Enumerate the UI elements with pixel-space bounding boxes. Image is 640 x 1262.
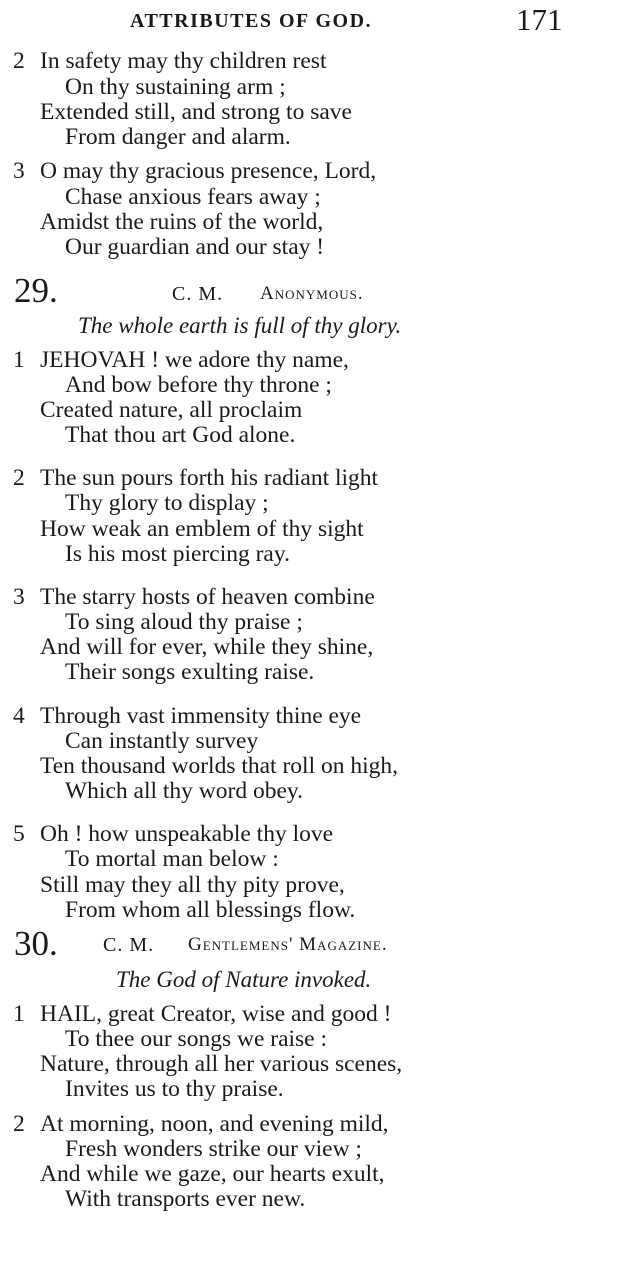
stanza-number: 3 [13,584,25,610]
verse-line: To mortal man below : [65,846,279,872]
verse-line: Invites us to thy praise. [65,1076,284,1102]
verse-line: Chase anxious fears away ; [65,184,321,210]
stanza-number: 2 [13,465,25,491]
verse-line: On thy sustaining arm ; [65,74,286,100]
verse-line: Extended still, and strong to save [40,99,352,125]
verse-line: Through vast immensity thine eye [40,703,362,729]
hymn-subtitle: The whole earth is full of thy glory. [78,313,402,338]
verse-line: Is his most piercing ray. [65,541,290,567]
stanza-number: 2 [13,1111,25,1137]
stanza-number: 1 [13,1001,25,1027]
hymn-author: Gentlemens' Magazine. [188,934,388,955]
verse-line: How weak an emblem of thy sight [40,516,364,542]
stanza-number: 5 [13,821,25,847]
hymn-subtitle: The God of Nature invoked. [116,967,372,992]
verse-line: Fresh wonders strike our view ; [65,1136,362,1162]
hymn-meter: C. M. [172,283,224,305]
verse-line: In safety may thy children rest [40,48,327,74]
verse-line: From whom all blessings flow. [65,897,356,923]
stanza-number: 4 [13,703,25,729]
verse-line: Can instantly survey [65,728,259,754]
hymn-author: Anonymous. [260,283,364,304]
verse-line: And bow before thy throne ; [65,372,332,398]
verse-line: And while we gaze, our hearts exult, [40,1161,385,1187]
hymn-meter: C. M. [103,934,155,956]
stanza-number: 3 [13,158,25,184]
verse-line: To sing aloud thy praise ; [65,609,303,635]
verse-line: At morning, noon, and evening mild, [40,1111,389,1137]
verse-line: Amidst the ruins of the world, [40,209,324,235]
verse-line: Oh ! how unspeakable thy love [40,821,334,847]
verse-line: Ten thousand worlds that roll on high, [40,753,398,779]
verse-line: Nature, through all her various scenes, [40,1051,403,1077]
verse-line: From danger and alarm. [65,124,291,150]
running-head [0,2,640,36]
verse-line: HAIL, great Creator, wise and good ! [40,1001,392,1027]
verse-line: Created nature, all proclaim [40,397,303,423]
verse-line: JEHOVAH ! we adore thy name, [40,347,349,373]
verse-line: Their songs exulting raise. [65,659,315,685]
verse-line: Thy glory to display ; [65,490,269,516]
stanza-number: 1 [13,347,25,373]
verse-line: That thou art God alone. [65,422,296,448]
page-number: 171 [516,2,563,37]
verse-line: O may thy gracious presence, Lord, [40,158,377,184]
verse-line: Our guardian and our stay ! [65,234,325,260]
hymn-number: 29. [14,271,58,310]
running-head-title: ATTRIBUTES OF GOD. [130,10,373,32]
verse-line: Which all thy word obey. [65,778,303,804]
stanza-number: 2 [13,48,25,74]
verse-line: The sun pours forth his radiant light [40,465,379,491]
verse-line: To thee our songs we raise : [65,1026,328,1052]
verse-line: And will for ever, while they shine, [40,634,374,660]
verse-line: With transports ever new. [65,1186,306,1212]
hymn-number: 30. [14,924,58,963]
verse-line: The starry hosts of heaven combine [40,584,375,610]
verse-line: Still may they all thy pity prove, [40,872,345,898]
